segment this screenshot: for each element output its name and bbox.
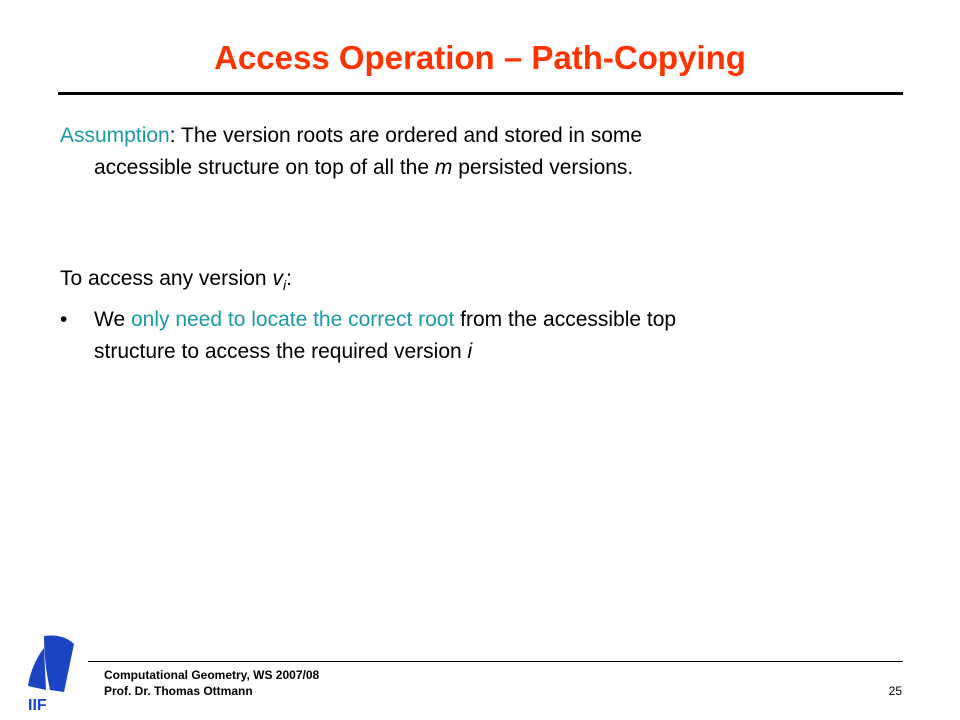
title-divider xyxy=(58,92,903,95)
variable-i: i xyxy=(467,340,473,363)
logo-text: IIF xyxy=(28,697,47,712)
bullet-highlight: only need to locate the correct root xyxy=(130,308,455,331)
access-lead-colon: : xyxy=(286,267,292,290)
bullet-text xyxy=(60,304,880,368)
assumption-text-line2: accessible structure on top of all the xyxy=(94,156,435,179)
bullet-text-end: structure to access the required version xyxy=(94,340,468,363)
assumption-paragraph xyxy=(60,120,860,184)
variable-i-subscript: i xyxy=(282,277,287,294)
assumption-text-line1: : The version roots are ordered and stored in some xyxy=(169,124,643,147)
footer-author: Prof. Dr. Thomas Ottmann xyxy=(104,684,253,698)
access-lead-text: To access any version xyxy=(60,267,273,290)
assumption-text-end: persisted versions. xyxy=(452,156,634,179)
page-number: 25 xyxy=(888,684,902,698)
iif-logo xyxy=(24,632,78,712)
assumption-label: Assumption xyxy=(60,124,170,147)
bullet-text-start: We xyxy=(94,308,131,331)
bullet-text-middle: from the accessible top xyxy=(454,308,677,331)
variable-m: m xyxy=(434,156,453,179)
slide-title: Access Operation – Path-Copying xyxy=(214,39,746,76)
footer-course: Computational Geometry, WS 2007/08 xyxy=(104,668,320,682)
bullet-item xyxy=(60,304,880,368)
bullet-marker: • xyxy=(60,308,68,331)
variable-v: v xyxy=(272,267,283,290)
logo-swoosh-shape xyxy=(44,635,74,692)
access-lead-line xyxy=(60,263,292,301)
logo-swoosh-tail xyxy=(28,648,46,690)
assumption-line2 xyxy=(60,152,860,184)
footer-divider xyxy=(88,661,903,662)
